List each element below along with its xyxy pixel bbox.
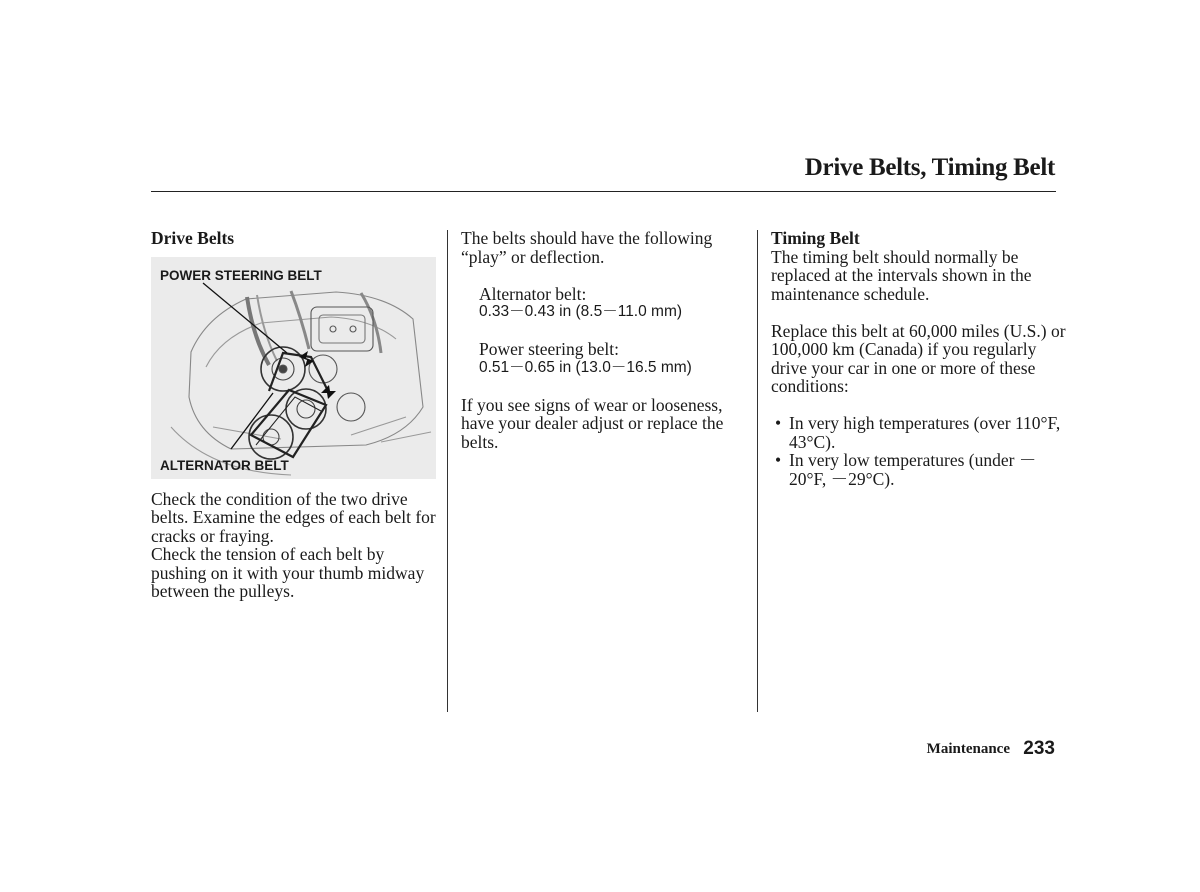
belt-play-intro: The belts should have the following “play” or deflection.	[461, 228, 713, 267]
column-timing-belt	[771, 229, 1071, 488]
bullet-text: In very low temperatures (under －20°F, －29°C).	[789, 450, 1037, 489]
power-steering-belt-label: Power steering belt:	[479, 339, 619, 359]
column-divider-left	[447, 230, 448, 712]
bullet-low-temperatures	[771, 451, 1071, 488]
drive-belts-paragraph-condition: Check the condition of the two drive belts. Examine the edges of each belt for cracks or fraying.	[151, 488, 436, 546]
engine-illustration	[151, 257, 436, 479]
engine-belt-figure	[151, 257, 436, 479]
power-steering-belt-value: 0.51－0.65 in (13.0－16.5 mm)	[479, 358, 692, 376]
header-rule	[151, 191, 1056, 192]
timing-belt-paragraph-conditions: Replace this belt at 60,000 miles (U.S.) or 100,000 km (Canada) if you regularly drive your car in one or more of these conditions:	[771, 320, 1066, 396]
alternator-belt-value: 0.33－0.43 in (8.5－11.0 mm)	[479, 303, 683, 320]
bullet-high-temperatures	[771, 414, 1071, 451]
page-title: Drive Belts, Timing Belt	[804, 154, 1055, 181]
page-number: 233	[1023, 738, 1055, 759]
figure-label-alternator-belt: ALTERNATOR BELT	[160, 457, 289, 473]
belt-play-closing: If you see signs of wear or looseness, have your dealer adjust or replace the belts.	[461, 394, 724, 452]
bullet-marker: •	[775, 450, 782, 470]
column-drive-belts	[151, 229, 441, 601]
section-heading-timing-belt: Timing Belt	[771, 228, 860, 248]
bullet-marker: •	[775, 413, 782, 433]
bullet-text: In very high temperatures (over 110°F, 43°C).	[789, 413, 1061, 452]
column-belt-play	[461, 229, 753, 451]
section-heading-drive-belts: Drive Belts	[151, 228, 235, 248]
column-divider-right	[757, 230, 758, 712]
alternator-belt-label: Alternator belt:	[479, 283, 587, 304]
figure-label-power-steering-belt: POWER STEERING BELT	[160, 267, 322, 283]
timing-belt-paragraph-interval: The timing belt should normally be replaced at the intervals shown in the maintenance schedule.	[771, 246, 1032, 304]
footer-section-name: Maintenance	[926, 741, 1010, 757]
drive-belts-paragraph-tension: Check the tension of each belt by pushing on it with your thumb midway between the pulleys.	[151, 544, 425, 601]
